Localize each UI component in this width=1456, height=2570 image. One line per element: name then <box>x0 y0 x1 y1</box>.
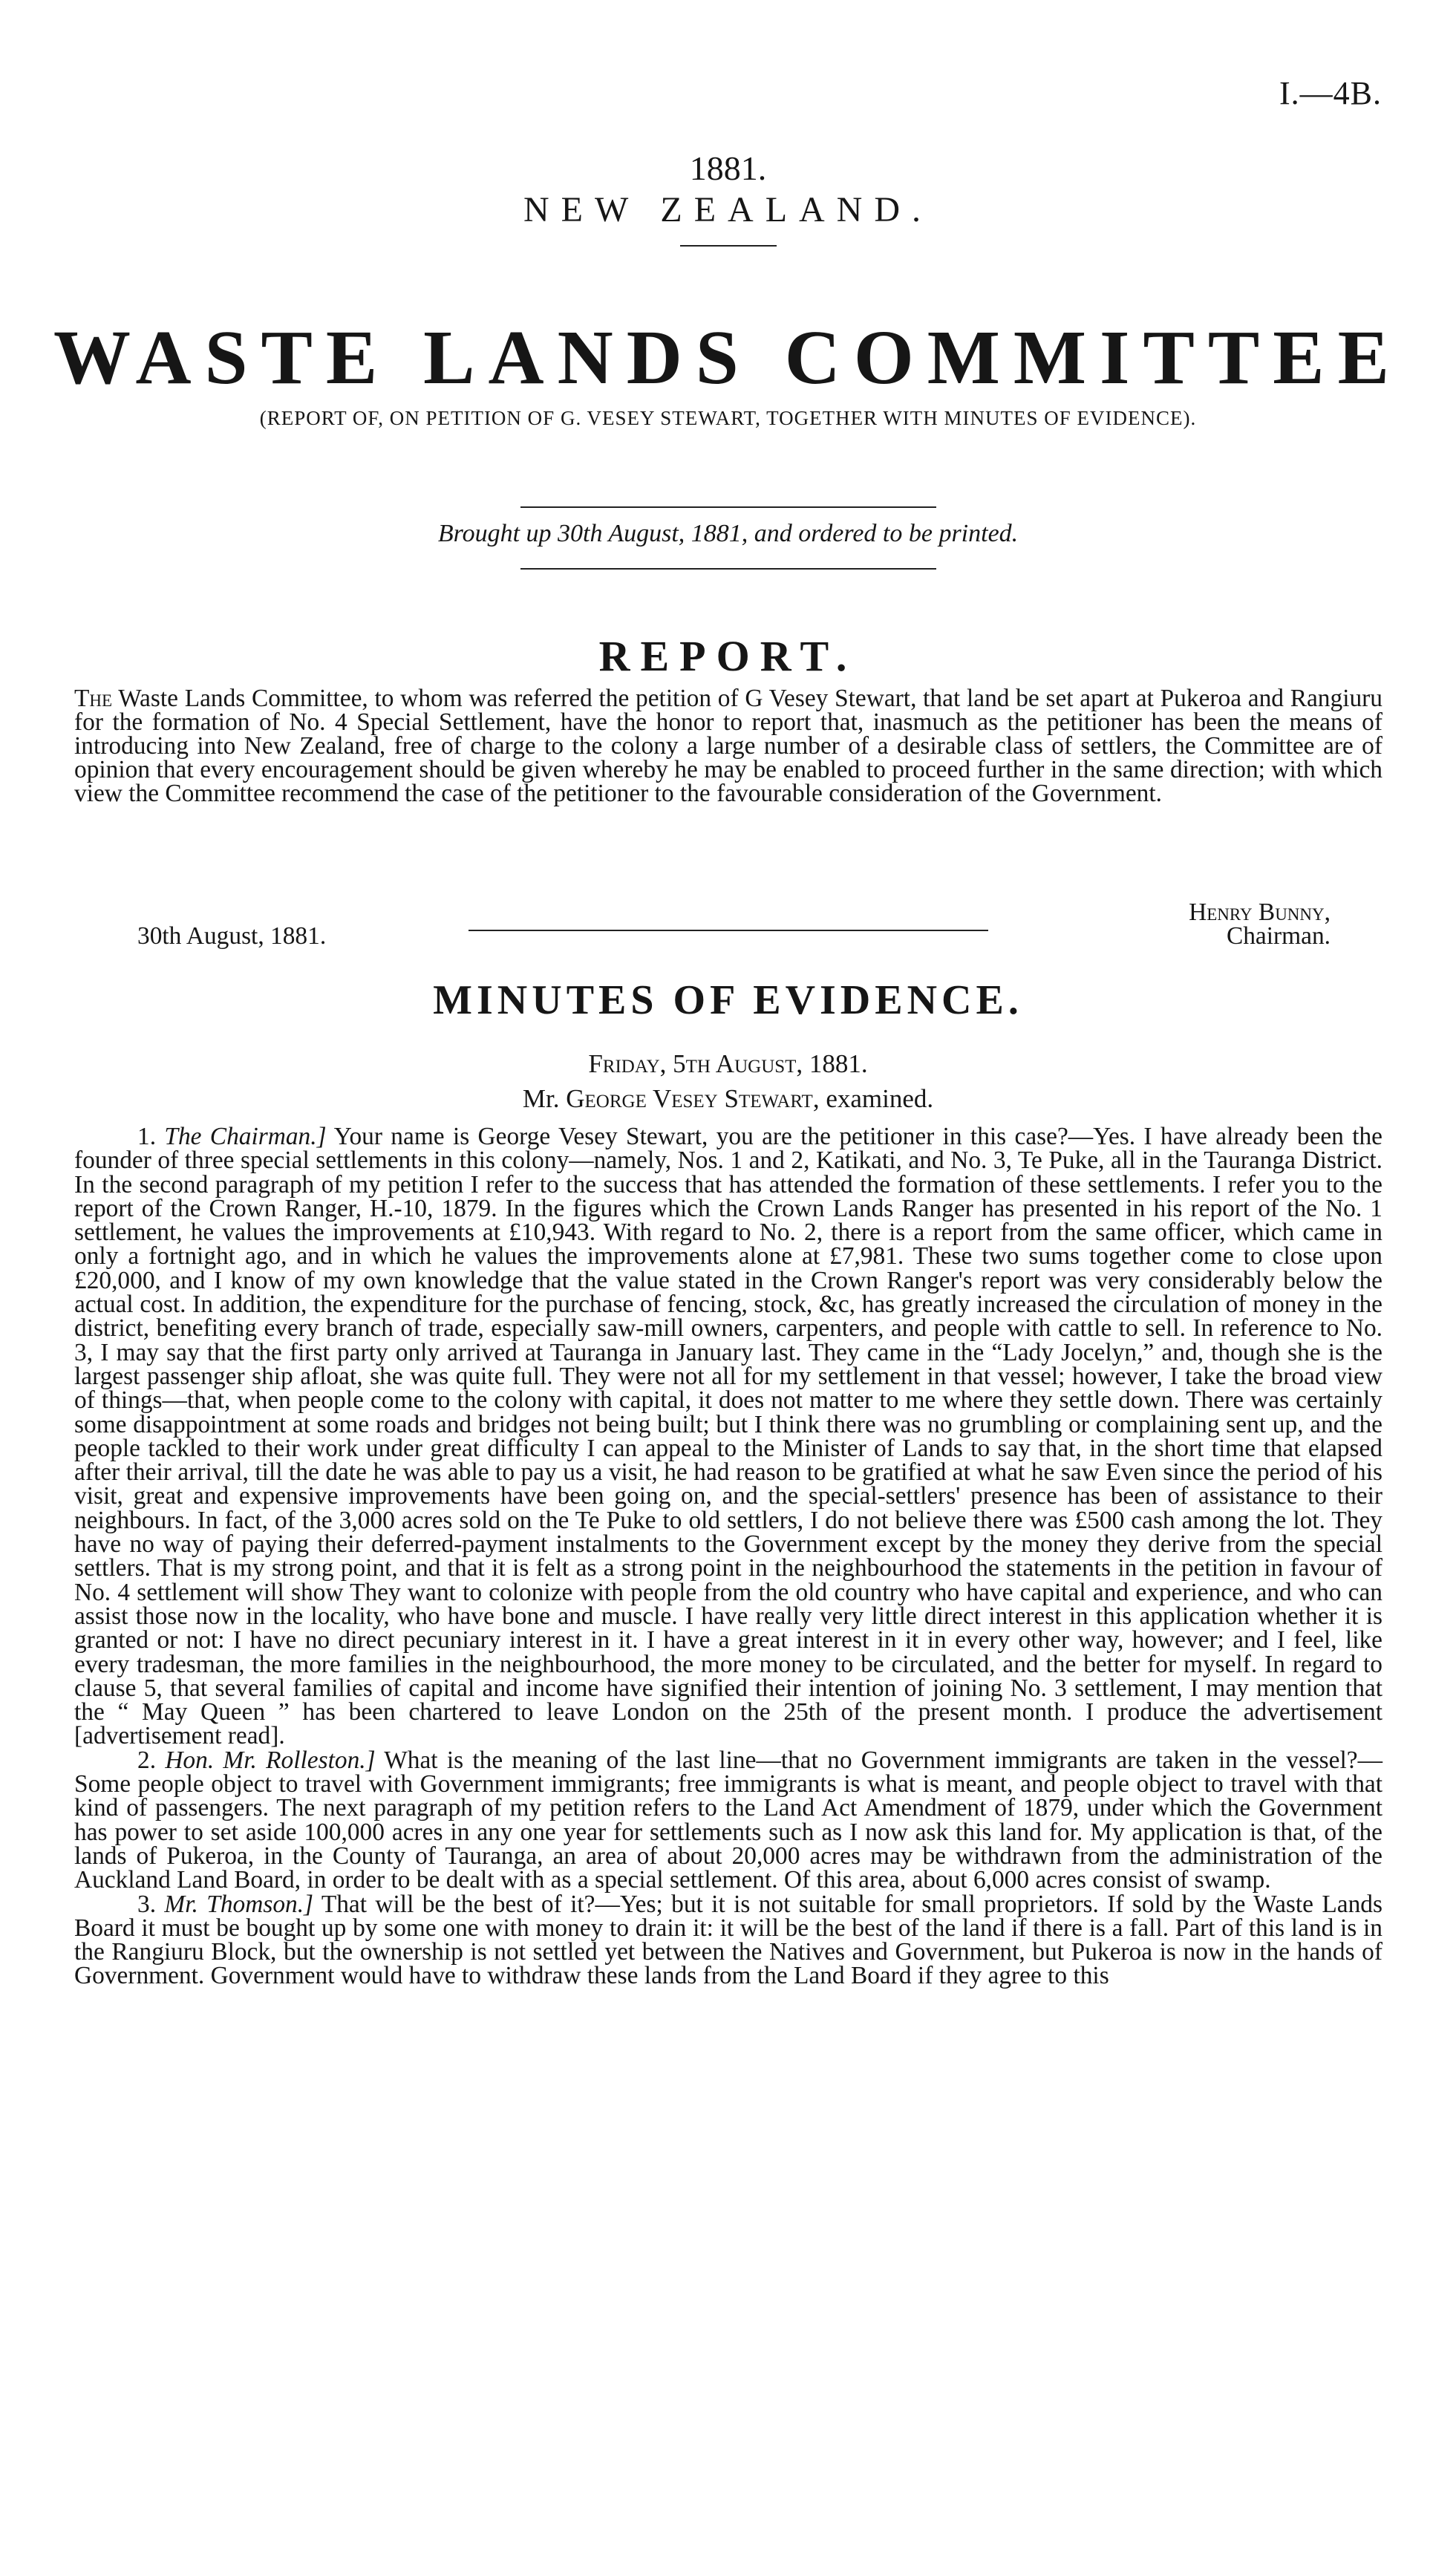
document-title: WASTE LANDS COMMITTEE <box>53 315 1403 400</box>
header-divider <box>680 245 777 247</box>
evidence-text: What is the meaning of the last line—that no Government immigrants are taken in the vessel?—Some people object to travel with Government immigrants; free immigrants is what is meant, and people object to travel with that kind of passengers. The next paragraph of my petition refers to the Land Act Amendment of 1879, under which the Government has power to set aside 100,000 acres in any one year for settlements such as I now ask this land for. My application is that, of the lands of Pukeroa, in the County of Tauranga, an area of about 20,000 acres may be withdrawn from the administration of the Auckland Land Board, in order to be dealt with as a special settlement. Of this area, about 6,000 acres consist of swamp. <box>74 1746 1382 1894</box>
speaker-name: Hon. Mr. Rolleston.] <box>165 1746 376 1774</box>
evidence-paragraph <box>74 1125 1382 1749</box>
brought-up-bottom-rule <box>520 568 936 570</box>
question-number: 1. <box>137 1123 157 1150</box>
signature-divider <box>469 930 988 931</box>
document-year: 1881. <box>689 149 767 187</box>
report-date: 30th August, 1881. <box>137 922 327 950</box>
report-text: Waste Lands Committee, to whom was referred the petition of G Vesey Stewart, that land be set apart at Pukeroa and Rangiuru for the formation of No. 4 Special Settlement, have the honor to report that, inasmuch as the petitioner has been the means of introducing into New Zealand, free of charge to the colony a large number of a desirable class of settlers, the Committee are of opinion that every encouragement should be given whereby he may be enabled to proceed further in the same direction; with which view the Committee recommend the case of the petitioner to the favourable consideration of the Government. <box>74 685 1382 807</box>
question-number: 2. <box>137 1746 157 1774</box>
report-heading: REPORT. <box>598 632 858 680</box>
evidence-text: That will be the best of it?—Yes; but it is not suitable for small proprietors. If sold by the Waste Lands Board it must be bought up by some one with money to drain it: it will be the best of the land if there is a fall. Part of this land is in the Rangiuru Block, but the ownership is not settled yet between the Natives and Government, but Pukeroa is now in the hands of Government. Government would have to withdraw these lands from the Land Board if they agree to this <box>74 1890 1382 1990</box>
evidence-paragraph <box>74 1746 1382 1894</box>
speaker-name: Mr. Thomson.] <box>164 1890 314 1918</box>
report-body <box>74 687 1382 806</box>
brought-up-top-rule <box>520 506 936 508</box>
brought-up-line: Brought up 30th August, 1881, and ordered to be printed. <box>437 520 1019 547</box>
minutes-date: Friday, 5th August, 1881. <box>588 1049 868 1078</box>
document-subtitle: (REPORT OF, ON PETITION OF G. VESEY STEWART, TOGETHER WITH MINUTES OF EVIDENCE). <box>259 407 1197 429</box>
document-country: NEW ZEALAND. <box>523 190 933 229</box>
witness-suffix: , examined. <box>812 1084 934 1113</box>
question-number: 3. <box>137 1890 157 1918</box>
speaker-name: The Chairman.] <box>164 1123 327 1150</box>
report-signatory: Henry Bunny, <box>1189 898 1331 926</box>
evidence-paragraph <box>74 1890 1382 1990</box>
witness-line <box>0 1084 1456 1114</box>
report-opening-word: The <box>74 685 113 712</box>
minutes-heading: MINUTES OF EVIDENCE. <box>433 977 1023 1023</box>
witness-name: George Vesey Stewart <box>566 1084 813 1113</box>
evidence-text: Your name is George Vesey Stewart, you are the petitioner in this case?—Yes. I have already been the founder of three special settlements in this colony—namely, Nos. 1 and 2, Katikati, and No. 3, Te Puke, all in the Tauranga District. In the second paragraph of my petition I refer to the success that has attended the formation of these settlements. I refer you to the report of the Crown Ranger, H.-10, 1879. In the figures which the Crown Lands Ranger has presented in his report of the No. 1 settlement, he values the improvements at £10,943. With regard to No. 2, there is a report from the same officer, which came in only a fortnight ago, and in which he values the improvements alone at £7,981. These two sums together come to close upon £20,000, and I know of my own knowledge that the value stated in the Crown Ranger's report was very considerably below the actual cost. In addition, the expenditure for the purchase of fencing, stock, &c, has greatly increased the circulation of money in the district, benefiting every branch of trade, especially saw-mill owners, carpenters, and people with cattle to sell. In reference to No. 3, I may say that the first party only arrived at Tauranga in January last. They came in the “Lady Jocelyn,” and, though she is the largest passenger ship afloat, she was quite full. They were not all for my settlement in that vessel; however, I take the broad view of things—that, when people come to the colony with capital, it does not matter to me where they settle down. There was certainly some disappointment at some roads and bridges not being built; but I think there was no grumbling or complaining sent up, and the people tackled to their work under great difficulty I can appeal to the Minister of Lands to say that, in the short time that elapsed after their arrival, till the date he was able to pay us a visit, he had reason to be gratified at what he saw Even since the period of his visit, great and expensive improvements have been going on, and the special-settlers' presence has been of assistance to their neighbours. In fact, of the 3,000 acres sold on the Te Puke to old settlers, I do not believe there was £500 cash among the lot. They have no way of paying their deferred-payment instalments to the Government except by the money they derive from the special settlers. That is my strong point, and that it is felt as a strong point in the neighbourhood the statements in the petition in favour of No. 4 settlement will show They want to colonize with people from the old country who have capital and experience, and who can assist those now in the locality, who have bone and muscle. I have really very little direct interest in this application whether it is granted or not: I have no direct pecuniary interest in it. I have a great interest in it in every other way, however; and I feel, like every tradesman, the more families in the neighbourhood, the more money to be circulated, and the better for myself. In regard to clause 5, that several families of capital and income have signified their intention of joining No. 3 settlement, I may mention that the “ May Queen ” has been chartered to leave London on the 25th of the present month. I produce the advertisement [advertisement read]. <box>74 1123 1382 1750</box>
evidence-body <box>74 1125 1382 1989</box>
page-reference: I.—4B. <box>1279 75 1382 111</box>
witness-prefix: Mr. <box>522 1084 560 1113</box>
report-role: Chairman. <box>1226 922 1331 950</box>
